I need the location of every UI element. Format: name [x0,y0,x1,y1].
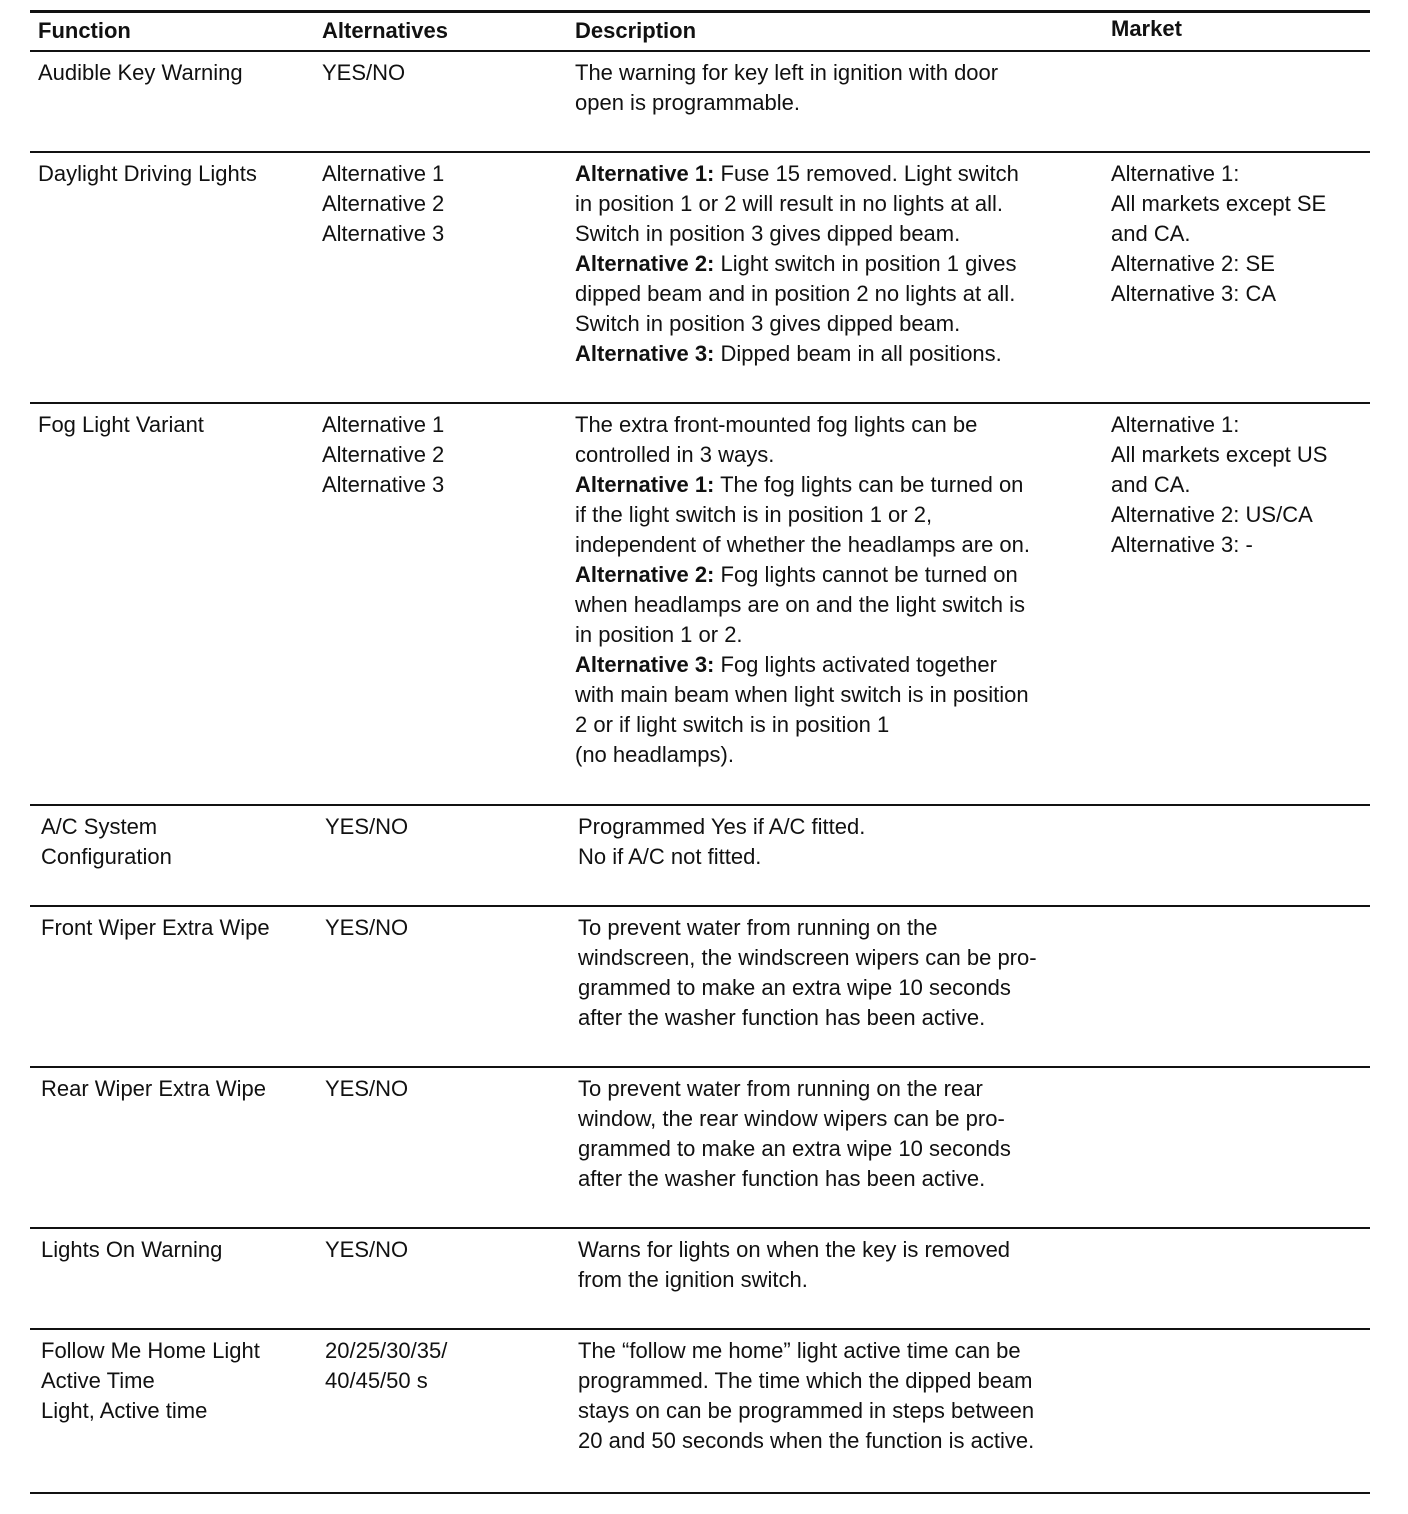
cell-description [575,159,1019,369]
row-separator [30,1227,1370,1229]
alternatives-line: Alternative 3 [322,221,445,246]
description-line: open is programmable. [575,90,801,115]
description-bold-label: Alternative 1: [575,161,715,186]
description-line: Programmed Yes if A/C fitted. [578,814,866,839]
alternatives-line: YES/NO [325,915,409,940]
description-line: Alternative 3: Dipped beam in all positions. [575,341,1002,366]
alternatives-line: Alternative 2 [322,442,445,467]
description-line: The “follow me home” light active time can be [578,1338,1021,1363]
header-alternatives: Alternatives [322,18,448,43]
market-line: Alternative 2: US/CA [1111,502,1313,527]
alternatives-line: YES/NO [325,1076,409,1101]
row-separator [30,151,1370,153]
cell-alternatives [325,812,408,842]
table-top-rule [30,10,1370,13]
market-line: All markets except SE [1111,191,1327,216]
description-bold-label: Alternative 2: [575,562,715,587]
cell-alternatives [325,913,408,943]
header-description: Description [575,18,697,43]
header-rule [30,50,1370,52]
cell-market [1111,410,1327,560]
cell-description [578,913,1037,1033]
market-line: and CA. [1111,221,1191,246]
function-line: Lights On Warning [41,1237,223,1262]
header-function: Function [38,18,131,43]
description-line: stays on can be programmed in steps between [578,1398,1035,1423]
description-line: from the ignition switch. [578,1267,808,1292]
description-line: with main beam when light switch is in position [575,682,1029,707]
description-bold-label: Alternative 2: [575,251,715,276]
description-bold-label: Alternative 1: [575,472,715,497]
cell-market [1111,159,1326,309]
description-line: Switch in position 3 gives dipped beam. [575,221,961,246]
description-line: The warning for key left in ignition with door [575,60,999,85]
alternatives-line: Alternative 3 [322,472,445,497]
description-line: Alternative 2: Light switch in position 1 gives [575,251,1017,276]
description-line: Alternative 2: Fog lights cannot be turned on [575,562,1018,587]
description-line: window, the rear window wipers can be pro- [578,1106,1005,1131]
cell-description [578,1235,1010,1295]
description-line: (no headlamps). [575,742,734,767]
cell-function [41,1336,260,1426]
cell-description [575,410,1030,770]
alternatives-line: Alternative 1 [322,412,445,437]
description-line: Warns for lights on when the key is removed [578,1237,1011,1262]
market-line: Alternative 2: SE [1111,251,1275,276]
description-line: No if A/C not fitted. [578,844,762,869]
alternatives-line: YES/NO [325,1237,409,1262]
description-line: 2 or if light switch is in position 1 [575,712,890,737]
market-line: and CA. [1111,472,1191,497]
description-line: independent of whether the headlamps are on. [575,532,1030,557]
cell-description [578,812,865,872]
cell-alternatives [325,1336,447,1396]
description-bold-label: Alternative 3: [575,341,715,366]
description-line: when headlamps are on and the light switch is [575,592,1026,617]
description-line: To prevent water from running on the [578,915,938,940]
description-line: in position 1 or 2 will result in no lights at all. [575,191,1003,216]
cell-function [41,913,270,943]
description-line: Switch in position 3 gives dipped beam. [575,311,961,336]
function-line: Configuration [41,844,172,869]
cell-alternatives [322,159,444,249]
table-bottom-rule [30,1492,1370,1494]
description-line: grammed to make an extra wipe 10 seconds [578,975,1011,1000]
alternatives-line: Alternative 2 [322,191,445,216]
cell-alternatives [325,1074,408,1104]
cell-function [38,410,204,440]
description-line: if the light switch is in position 1 or 2, [575,502,933,527]
function-line: Daylight Driving Lights [38,161,257,186]
function-line: Audible Key Warning [38,60,243,85]
alternatives-line: 20/25/30/35/ [325,1338,448,1363]
market-line: Alternative 3: - [1111,532,1253,557]
description-bold-label: Alternative 3: [575,652,715,677]
cell-description [575,58,998,118]
cell-alternatives [322,410,444,500]
cell-function [41,1074,266,1104]
alternatives-line: Alternative 1 [322,161,445,186]
description-line: windscreen, the windscreen wipers can be pro- [578,945,1037,970]
function-line: Light, Active time [41,1398,208,1423]
alternatives-line: YES/NO [325,814,409,839]
cell-function [38,58,243,88]
function-line: Rear Wiper Extra Wipe [41,1076,266,1101]
description-line: programmed. The time which the dipped beam [578,1368,1033,1393]
description-line: in position 1 or 2. [575,622,743,647]
market-line: Alternative 1: [1111,412,1240,437]
description-line: grammed to make an extra wipe 10 seconds [578,1136,1011,1161]
function-line: A/C System [41,814,158,839]
description-line: Alternative 1: Fuse 15 removed. Light switch [575,161,1019,186]
description-line: Alternative 1: The fog lights can be turned on [575,472,1024,497]
row-separator [30,804,1370,806]
cell-description [578,1074,1011,1194]
row-separator [30,402,1370,404]
description-line: after the washer function has been active. [578,1166,986,1191]
description-line: Alternative 3: Fog lights activated together [575,652,997,677]
function-line: Fog Light Variant [38,412,204,437]
description-line: after the washer function has been active. [578,1005,986,1030]
market-line: All markets except US [1111,442,1328,467]
description-line: The extra front-mounted fog lights can be [575,412,978,437]
alternatives-line: 40/45/50 s [325,1368,428,1393]
description-line: dipped beam and in position 2 no lights at all. [575,281,1016,306]
function-line: Front Wiper Extra Wipe [41,915,270,940]
description-line: To prevent water from running on the rear [578,1076,983,1101]
row-separator [30,905,1370,907]
function-line: Active Time [41,1368,155,1393]
alternatives-line: YES/NO [322,60,406,85]
cell-function [41,1235,222,1265]
function-line: Follow Me Home Light [41,1338,260,1363]
cell-function [38,159,257,189]
cell-description [578,1336,1034,1456]
row-separator [30,1328,1370,1330]
cell-alternatives [325,1235,408,1265]
cell-alternatives [322,58,405,88]
cell-function [41,812,172,872]
header-market: Market [1111,16,1182,41]
description-line: 20 and 50 seconds when the function is active. [578,1428,1035,1453]
market-line: Alternative 1: [1111,161,1240,186]
row-separator [30,1066,1370,1068]
description-line: controlled in 3 ways. [575,442,775,467]
market-line: Alternative 3: CA [1111,281,1277,306]
